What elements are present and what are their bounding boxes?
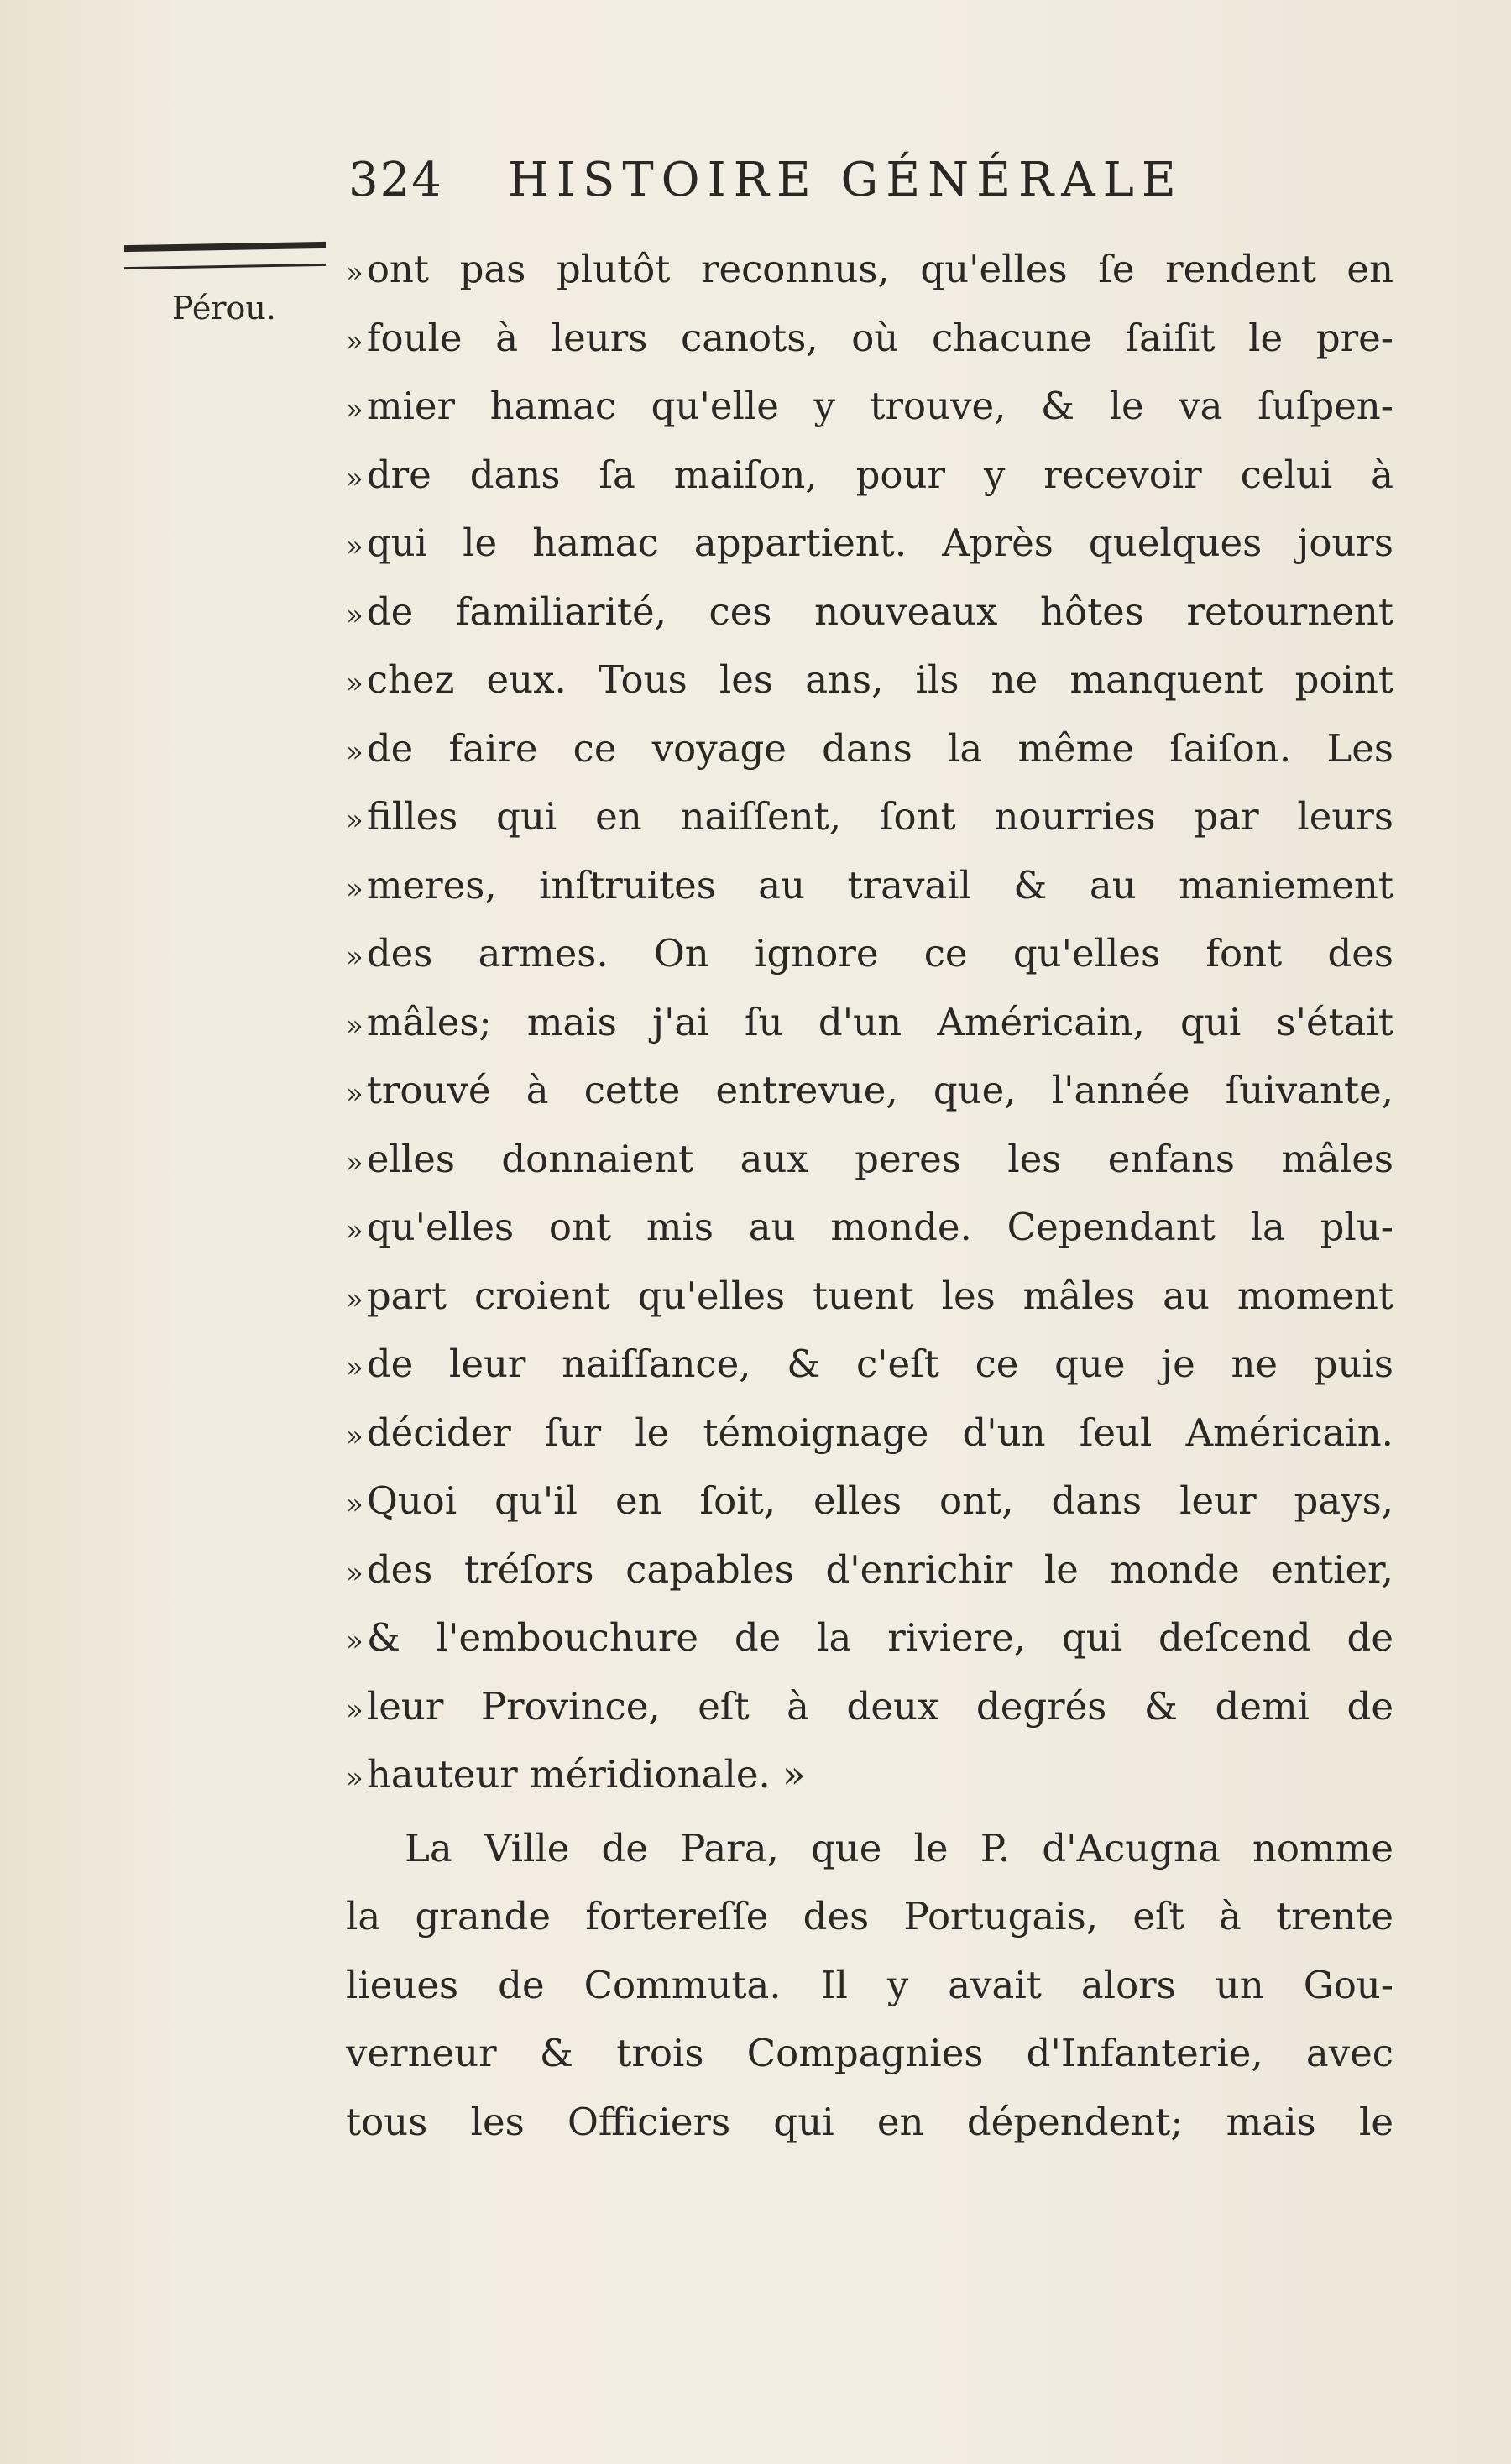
running-title: HISTOIRE GÉNÉRALE [508, 153, 1184, 207]
text-line: » de leur naiſſance, & c'eſt ce que je ne puis [346, 1342, 1393, 1386]
quote-mark: » [346, 598, 362, 632]
margin-rule-ornament [124, 242, 326, 269]
quote-mark: » [346, 1351, 362, 1384]
text-line: » décider ſur le témoignage d'un ſeul Américain. [346, 1410, 1393, 1455]
quote-mark: » [346, 735, 362, 769]
text-line: » meres, inſtruites au travail & au maniement [346, 862, 1393, 908]
quote-mark: » [346, 1488, 362, 1521]
text-line: » chez eux. Tous les ans, ils ne manquent point [346, 657, 1393, 702]
text-line: » filles qui en naiſſent, ſont nourries par leurs [346, 794, 1393, 839]
text-line: La Ville de Para, que le P. d'Acugna nomme [405, 1825, 1393, 1870]
page-number: 324 [348, 153, 443, 207]
quote-mark: » [346, 940, 362, 974]
text-line: la grande fortereſſe des Portugais, eſt à trente [346, 1894, 1393, 1938]
quote-mark: » [346, 324, 362, 358]
text-line: » ont pas plutôt reconnus, qu'elles ſe rendent en [346, 247, 1393, 291]
paragraph [346, 1814, 1393, 2157]
quote-mark: » [346, 461, 362, 495]
quote-mark: » [346, 530, 362, 563]
quote-mark: » [346, 393, 362, 426]
quote-mark: » [346, 1761, 362, 1795]
text-line: » part croient qu'elles tuent les mâles au moment [346, 1273, 1393, 1318]
quoted-passage [346, 235, 1393, 1809]
text-line: » des tréſors capables d'enrichir le monde entier, [346, 1546, 1393, 1592]
text-line: tous les Officiers qui en dépendent; mais le [346, 2099, 1393, 2144]
quote-mark: » [346, 1692, 362, 1727]
text-line: » des armes. On ignore ce qu'elles font des [346, 931, 1393, 976]
quote-mark: » [346, 1556, 362, 1590]
text-line: » leur Province, eſt à deux degrés & demi de [346, 1683, 1393, 1729]
quote-mark: » [346, 803, 362, 837]
quote-mark: » [346, 1282, 362, 1316]
text-line: » foule à leurs canots, où chacune ſaiſit le pre- [346, 315, 1393, 360]
quote-mark: » [346, 1145, 362, 1180]
text-line: » de familiarité, ces nouveaux hôtes retournent [346, 589, 1393, 634]
quote-mark: » [346, 256, 362, 290]
text-line: » de faire ce voyage dans la même ſaiſon. Les [346, 725, 1393, 771]
quote-mark: » [346, 1077, 362, 1111]
text-line: » qui le hamac appartient. Après quelques jours [346, 521, 1393, 565]
margin-note: Pérou. [172, 290, 276, 327]
text-line: » dre dans ſa maiſon, pour y recevoir celui à [346, 452, 1393, 497]
text-line: lieues de Commuta. Il y avait alors un Gou- [346, 1962, 1393, 2007]
text-line: » qu'elles ont mis au monde. Cependant la plu- [346, 1205, 1393, 1249]
quote-mark: » [346, 667, 362, 700]
text-line: » trouvé à cette entrevue, que, l'année ſuivante, [346, 1068, 1393, 1112]
text-line: » Quoi qu'il en ſoit, elles ont, dans leur pays, [346, 1478, 1393, 1523]
quote-mark: » [346, 1624, 362, 1658]
quote-mark: » [346, 1419, 362, 1453]
text-line: verneur & trois Compagnies d'Infanterie, avec [346, 2031, 1393, 2075]
text-line: » elles donnaient aux peres les enfans mâles [346, 1136, 1393, 1181]
text-line: » mier hamac qu'elle y trouve, & le va ſuſpen- [346, 384, 1393, 428]
quote-mark: » [346, 871, 362, 906]
quote-mark: » [346, 1214, 362, 1248]
text-line: » & l'embouchure de la riviere, qui deſcend de [346, 1615, 1393, 1660]
text-line: » hauteur méridionale. » [346, 1752, 806, 1797]
running-header [348, 153, 1389, 220]
body-text [346, 235, 1393, 2156]
text-line: » mâles; mais j'ai ſu d'un Américain, qui s'était [346, 999, 1393, 1044]
quote-mark: » [346, 1008, 362, 1043]
